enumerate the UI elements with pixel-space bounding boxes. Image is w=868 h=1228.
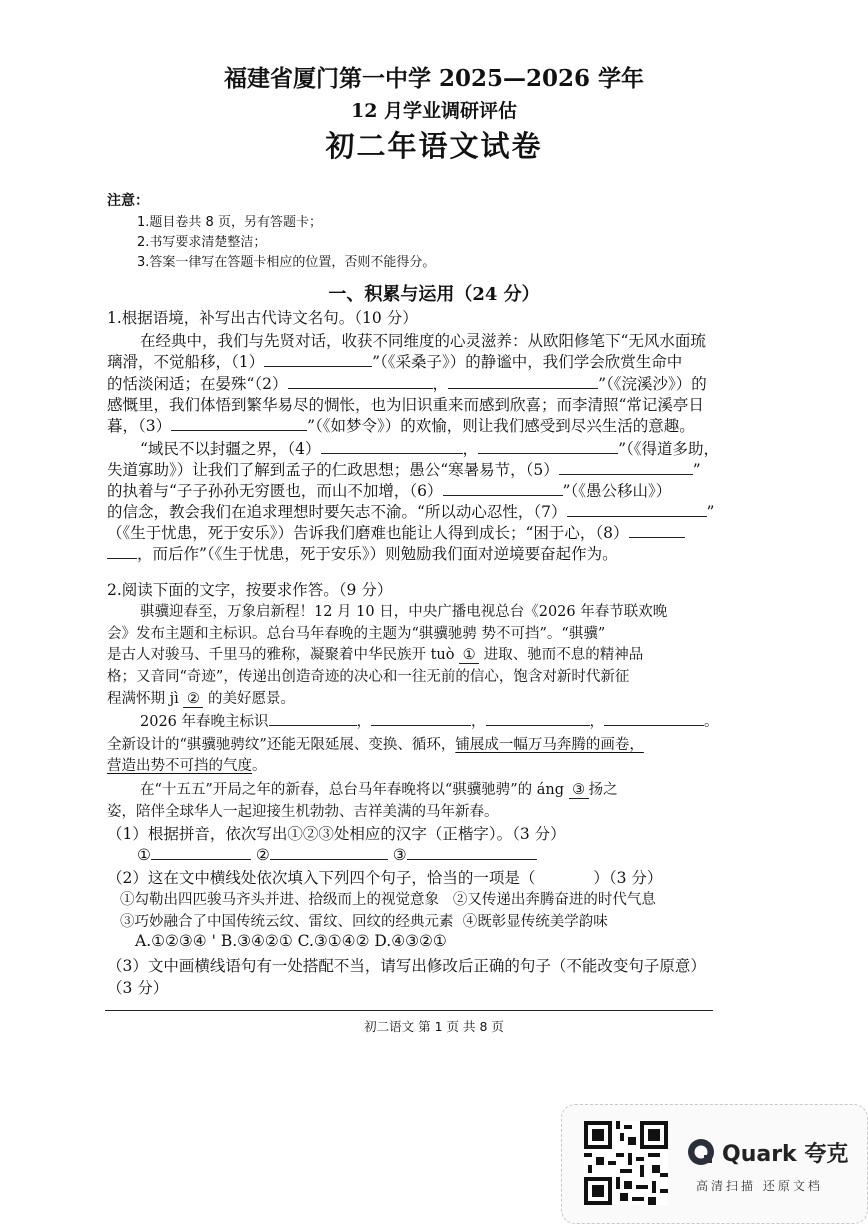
answer-blank-char-1 <box>151 845 251 860</box>
underlined-sentence: 营造出势不可挡的气度 <box>107 758 252 774</box>
q2-text-line: 骐骥迎春至，万象启新程！12 月 10 日，中央广播电视总台《2026 年春节联欢晚 <box>140 604 668 620</box>
q1-text: 的执着与“子子孙孙无穷匮也，而山不加增，（6） <box>107 482 443 500</box>
q2-text: 扬之 <box>588 782 618 798</box>
option-3: ③巧妙融合了中国传统云纹、雷纹、回纹的经典元素 <box>120 914 454 930</box>
q1-text: “域民不以封疆之界，（4） <box>140 440 321 458</box>
answer-blank-4b <box>478 439 618 454</box>
mark-2: ② <box>255 846 270 864</box>
q1-text: ，而后作”（《生于忧患，死于安乐》）则勉励我们面对逆境要奋起作为。 <box>137 545 618 563</box>
school-year-heading: 福建省厦门第一中学 2025—2026 学年 <box>223 65 645 92</box>
sentence-blank-4 <box>604 711 704 726</box>
footer-divider <box>105 1010 713 1011</box>
q2-text: 是古人对骏马、千里马的雅称，凝聚着中华民族开 tuò <box>107 647 455 663</box>
q1-text-line <box>107 521 685 543</box>
q2-options-row <box>120 910 608 931</box>
q1-text: ， <box>432 375 449 393</box>
q2-text: 进取、驰而不息的精神品 <box>483 647 644 663</box>
q2-text: 2026 年春晚主标识 <box>140 714 269 730</box>
q1-text-line <box>107 414 695 436</box>
q1-text: 的恬淡闲适；在晏殊“（2） <box>107 375 288 393</box>
answer-blank-6 <box>443 481 563 496</box>
answer-blank-3 <box>171 416 307 431</box>
q2-text-line <box>140 778 618 799</box>
q2-text: 。 <box>252 758 267 774</box>
option-2: ②又传递出奔腾奋进的时代气息 <box>452 892 656 908</box>
q2-sub2-text: （2）这在文中横线处依次填入下列四个句子，恰当的一项是（ <box>107 869 536 887</box>
option-4: ④既彰显传统美学韵味 <box>462 914 608 930</box>
q1-text-line <box>107 479 671 501</box>
q1-text: ”（《得道多助， <box>618 440 719 458</box>
mark-1: ① <box>137 846 151 864</box>
q2-text: ， <box>589 714 605 730</box>
option-1: ①勾勒出四匹骏马齐头并进、拾级而上的视觉意象 <box>120 892 439 908</box>
q1-text: ”（《如梦令》）的欢愉，则让我们感受到尽兴生活的意趣。 <box>307 417 695 435</box>
q2-text: 。 <box>704 714 719 730</box>
pinyin-blank-3: ③ <box>569 782 589 799</box>
q2-text-line: 会》发布主题和主标识。总台马年春晚的主题为“骐骥驰骋 势不可挡”。“骐骥” <box>107 626 606 642</box>
question-2-prompt: 2.阅读下面的文字，按要求作答。（9 分） <box>107 581 393 599</box>
quark-logo-icon <box>686 1137 716 1167</box>
notice-item: 2.书写要求清楚整洁； <box>137 235 267 250</box>
q1-text: ”（《浣溪沙》）的 <box>598 375 707 393</box>
answer-blank-2b <box>448 374 598 389</box>
q1-text-line: 感慨里，我们体悟到繁华易尽的惆怅，也为旧识重来而感到欣喜；而李清照“常记溪亭日 <box>107 396 704 414</box>
sentence-blank-1 <box>269 711 357 726</box>
mark-3: ③ <box>392 846 407 864</box>
quark-brand: Quark 夸克 <box>722 1142 849 1167</box>
answer-blank-4a <box>321 439 463 454</box>
q2-text-line <box>107 754 267 775</box>
quark-watermark <box>561 1104 868 1224</box>
q2-sub2 <box>107 866 662 888</box>
qr-code-icon <box>584 1121 668 1205</box>
answer-blank-8a <box>629 523 685 538</box>
q1-text-line <box>107 372 707 394</box>
q1-text: 暮，（3） <box>107 417 172 435</box>
q2-choices: A.①②③④ ' B.③④②① C.③①④② D.④③②① <box>135 932 447 950</box>
q1-text: ” <box>706 503 715 521</box>
q1-text: 的信念，教会我们在追求理想时要矢志不渝。“所以动心忍性，（7） <box>107 503 567 521</box>
pinyin-blank-2: ② <box>183 691 203 708</box>
answer-blank-8b <box>107 544 137 559</box>
notice-heading: 注意： <box>107 193 149 209</box>
q2-text-line: 格；又音同“奇迹”，传递出创造奇迹的决心和一往无前的信心，饱含对新时代新征 <box>107 669 630 685</box>
q2-text-line <box>107 733 644 754</box>
q2-text-line <box>140 710 719 731</box>
q2-text: ， <box>356 714 372 730</box>
q1-text-line <box>140 437 719 459</box>
q1-text-line <box>107 500 714 522</box>
q2-options-row <box>120 888 656 909</box>
q2-text: 程满怀期 jì <box>107 691 179 707</box>
q2-sub2-score: ）（3 分） <box>593 869 663 887</box>
q2-text: 全新设计的“骐骥驰骋纹”还能无限延展、变换、循环， <box>107 737 456 753</box>
q1-text: ”（《采桑子》）的静谧中，我们学会欣赏生命中 <box>372 353 683 371</box>
q2-text: 的美好愿景。 <box>207 691 295 707</box>
q2-sub3-score: （3 分） <box>107 979 169 997</box>
sentence-blank-3 <box>486 711 590 726</box>
pinyin-blank-1: ① <box>459 647 479 664</box>
answer-blank-1 <box>264 352 372 367</box>
q1-text-line <box>107 542 618 564</box>
answer-blank-2a <box>288 374 433 389</box>
q2-text-line: 姿，陪伴全球华人一起迎接生机勃勃、吉祥美满的马年新春。 <box>107 804 499 820</box>
answer-blank-char-3 <box>407 845 537 860</box>
q1-text-line <box>107 350 682 372</box>
q2-sub3: （3）文中画横线语句有一处搭配不当，请写出修改后正确的句子（不能改变句子原意） <box>107 957 706 975</box>
exam-name: 12 月学业调研评估 <box>350 100 518 122</box>
notice-item: 3.答案一律写在答题卡相应的位置，否则不能得分。 <box>137 255 436 270</box>
paper-title: 初二年语文试卷 <box>325 129 543 163</box>
q1-text-line <box>107 458 701 480</box>
q1-text: ， <box>462 440 479 458</box>
q1-text: ” <box>692 461 701 479</box>
sentence-blank-2 <box>371 711 471 726</box>
q2-sub1: （1）根据拼音，依次写出①②③处相应的汉字（正楷字）。（3 分） <box>107 825 566 843</box>
answer-blank-5 <box>559 460 693 475</box>
notice-item: 1.题目卷共 8 页，另有答题卡； <box>137 215 322 230</box>
question-1-prompt: 1.根据语境，补写出古代诗文名句。（10 分） <box>107 309 418 327</box>
quark-slogan: 高清扫描 还原文档 <box>696 1179 823 1193</box>
section-title: 一、积累与运用（24 分） <box>328 284 540 305</box>
q1-text-line: 在经典中，我们与先贤对话，收获不同维度的心灵滋养：从欧阳修笔下“无风水面琉 <box>140 332 706 350</box>
answer-blank-7 <box>567 502 707 517</box>
underlined-sentence: 铺展成一幅万马奔腾的画卷， <box>455 737 644 753</box>
q2-text: 在“十五五”开局之年的新春，总台马年春晚将以“骐骥驰骋”的 áng <box>140 782 565 798</box>
q2-text-line <box>107 687 295 708</box>
q1-text: 璃滑，不觉船移，（1） <box>107 353 265 371</box>
answer-blank-char-2 <box>270 845 388 860</box>
page-number: 初二语文 第 1 页 共 8 页 <box>364 1019 504 1034</box>
q2-sub1-answers <box>137 845 537 864</box>
q1-text: （《生于忧患，死于安乐》）告诉我们磨难也能让人得到成长；“困于心，（8） <box>107 524 629 542</box>
q1-text: 失道寡助》）让我们了解到孟子的仁政思想；愚公“寒暑易节，（5） <box>107 461 559 479</box>
q1-text: ”（《愚公移山》） <box>562 482 672 500</box>
q2-text: ， <box>471 714 486 730</box>
q2-text-line <box>107 643 643 664</box>
